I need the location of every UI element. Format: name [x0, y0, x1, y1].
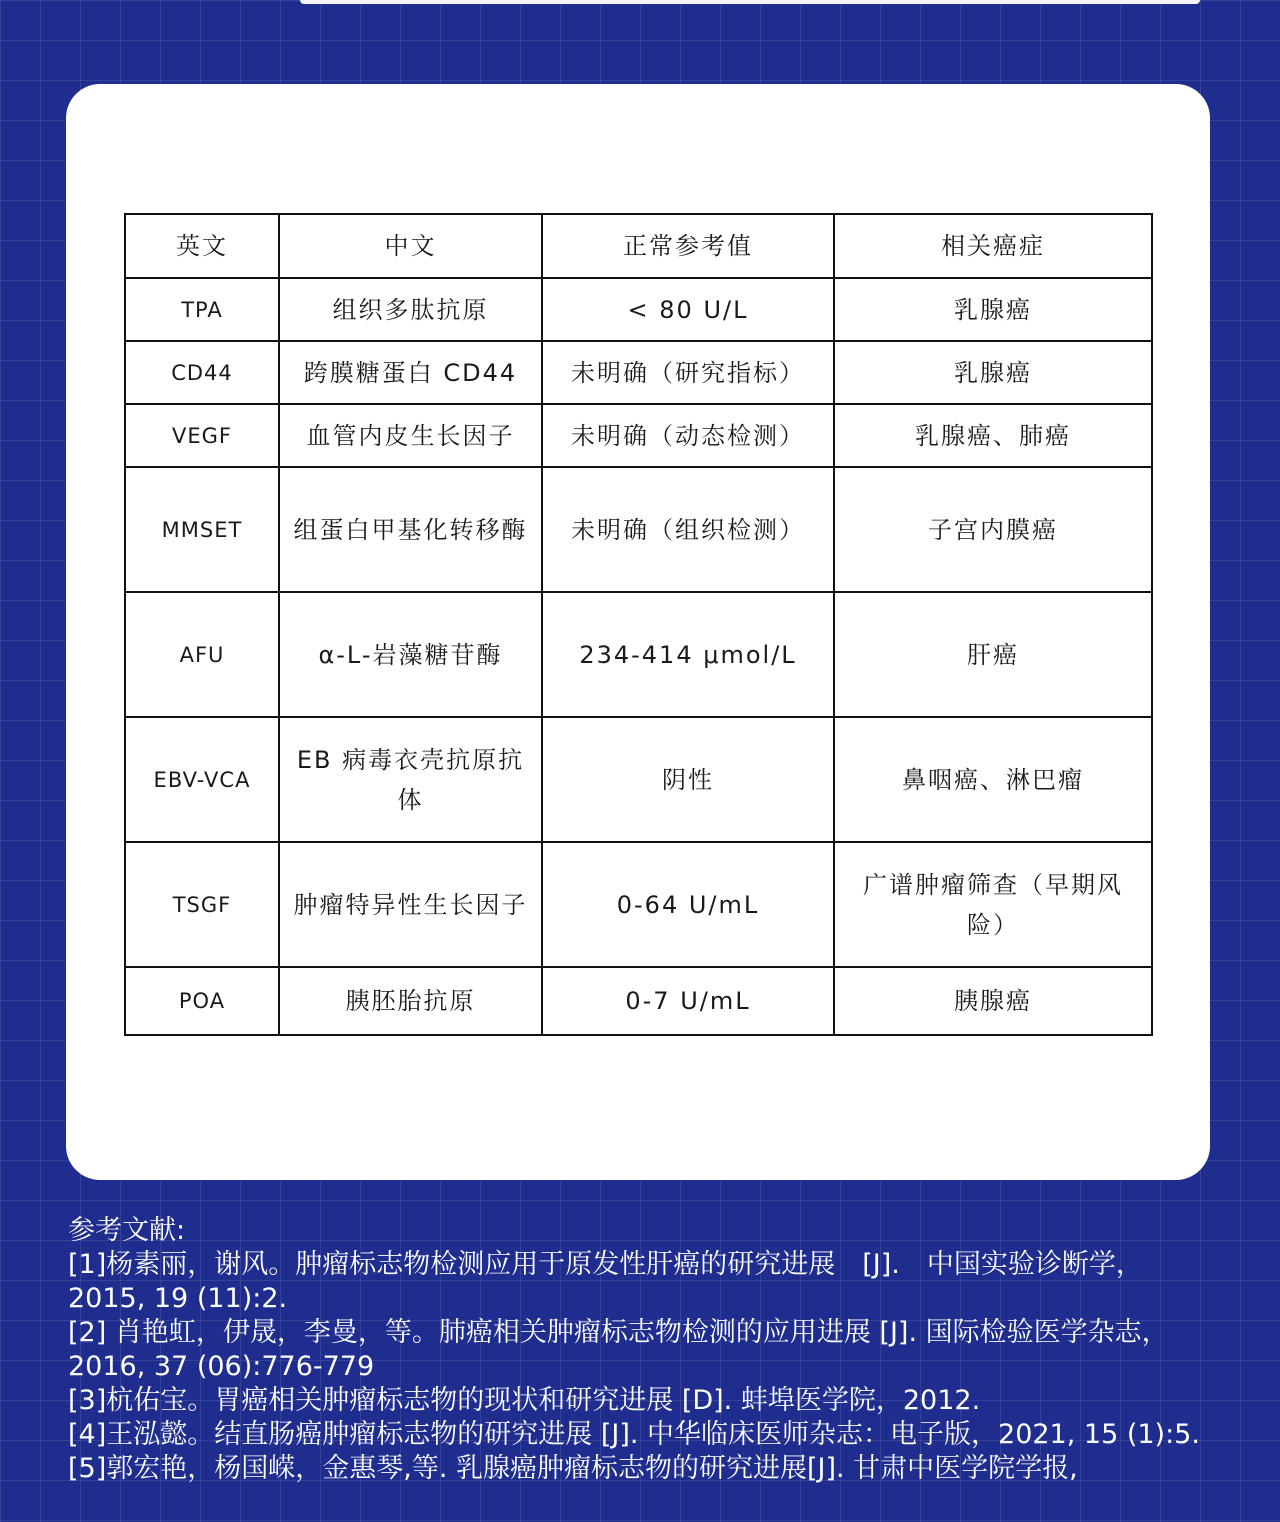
cell-related-cancer: 鼻咽癌、淋巴瘤 [834, 717, 1152, 842]
table-row [125, 592, 1152, 717]
references-title: 参考文献: [68, 1215, 186, 1246]
cell-english: VEGF [125, 404, 279, 467]
table-row [125, 341, 1152, 404]
cell-related-cancer: 子宫内膜癌 [834, 467, 1152, 592]
cell-chinese: 跨膜糖蛋白 CD44 [279, 341, 542, 404]
cell-related-cancer: 胰腺癌 [834, 967, 1152, 1035]
header-english: 英文 [125, 214, 279, 278]
table-row [125, 404, 1152, 467]
cell-reference-value: 未明确（动态检测） [542, 404, 834, 467]
cell-english: TPA [125, 278, 279, 341]
table-row [125, 842, 1152, 967]
references-section [68, 1214, 1218, 1486]
reference-item: [4]王泓懿。结直肠癌肿瘤标志物的研究进展 [J]. 中华临床医师杂志：电子版，2021, 15 (1):5. [68, 1419, 1200, 1450]
cell-reference-value: 未明确（研究指标） [542, 341, 834, 404]
cell-related-cancer: 广谱肿瘤筛查（早期风险） [834, 842, 1152, 967]
cell-reference-value: < 80 U/L [542, 278, 834, 341]
cell-reference-value: 未明确（组织检测） [542, 467, 834, 592]
cell-related-cancer: 乳腺癌、肺癌 [834, 404, 1152, 467]
cell-reference-value: 阴性 [542, 717, 834, 842]
cell-reference-value: 234-414 μmol/L [542, 592, 834, 717]
cell-reference-value: 0-64 U/mL [542, 842, 834, 967]
header-reference-value: 正常参考值 [542, 214, 834, 278]
cell-related-cancer: 乳腺癌 [834, 341, 1152, 404]
table-row [125, 967, 1152, 1035]
reference-item: [2] 肖艳虹，伊晟，李曼，等。肺癌相关肿瘤标志物检测的应用进展 [J]. 国际检验医学杂志，2016, 37 (06):776-779 [68, 1317, 1169, 1382]
top-card-edge [300, 0, 1200, 4]
table-row [125, 278, 1152, 341]
cell-chinese: 组蛋白甲基化转移酶 [279, 467, 542, 592]
cell-chinese: 胰胚胎抗原 [279, 967, 542, 1035]
cell-chinese: 肿瘤特异性生长因子 [279, 842, 542, 967]
cell-reference-value: 0-7 U/mL [542, 967, 834, 1035]
tumor-marker-table [124, 213, 1153, 1036]
cell-english: CD44 [125, 341, 279, 404]
cell-chinese: 组织多肽抗原 [279, 278, 542, 341]
cell-related-cancer: 乳腺癌 [834, 278, 1152, 341]
cell-english: POA [125, 967, 279, 1035]
cell-chinese: α-L-岩藻糖苷酶 [279, 592, 542, 717]
table-row [125, 467, 1152, 592]
header-chinese: 中文 [279, 214, 542, 278]
table-card [66, 84, 1210, 1180]
reference-item: [1]杨素丽，谢风。肿瘤标志物检测应用于原发性肝癌的研究进展 [J]. 中国实验诊断学，2015, 19 (11):2. [68, 1249, 1143, 1314]
table-row [125, 717, 1152, 842]
cell-related-cancer: 肝癌 [834, 592, 1152, 717]
table-header-row [125, 214, 1152, 278]
reference-item: [5]郭宏艳，杨国嵘，金惠琴,等. 乳腺癌肿瘤标志物的研究进展[J]. 甘肃中医学院学报, [68, 1453, 1078, 1484]
cell-english: AFU [125, 592, 279, 717]
cell-chinese: EB 病毒衣壳抗原抗体 [279, 717, 542, 842]
header-related-cancer: 相关癌症 [834, 214, 1152, 278]
cell-english: TSGF [125, 842, 279, 967]
cell-english: EBV-VCA [125, 717, 279, 842]
cell-english: MMSET [125, 467, 279, 592]
cell-chinese: 血管内皮生长因子 [279, 404, 542, 467]
reference-item: [3]杭佑宝。胃癌相关肿瘤标志物的现状和研究进展 [D]. 蚌埠医学院，2012. [68, 1385, 981, 1416]
